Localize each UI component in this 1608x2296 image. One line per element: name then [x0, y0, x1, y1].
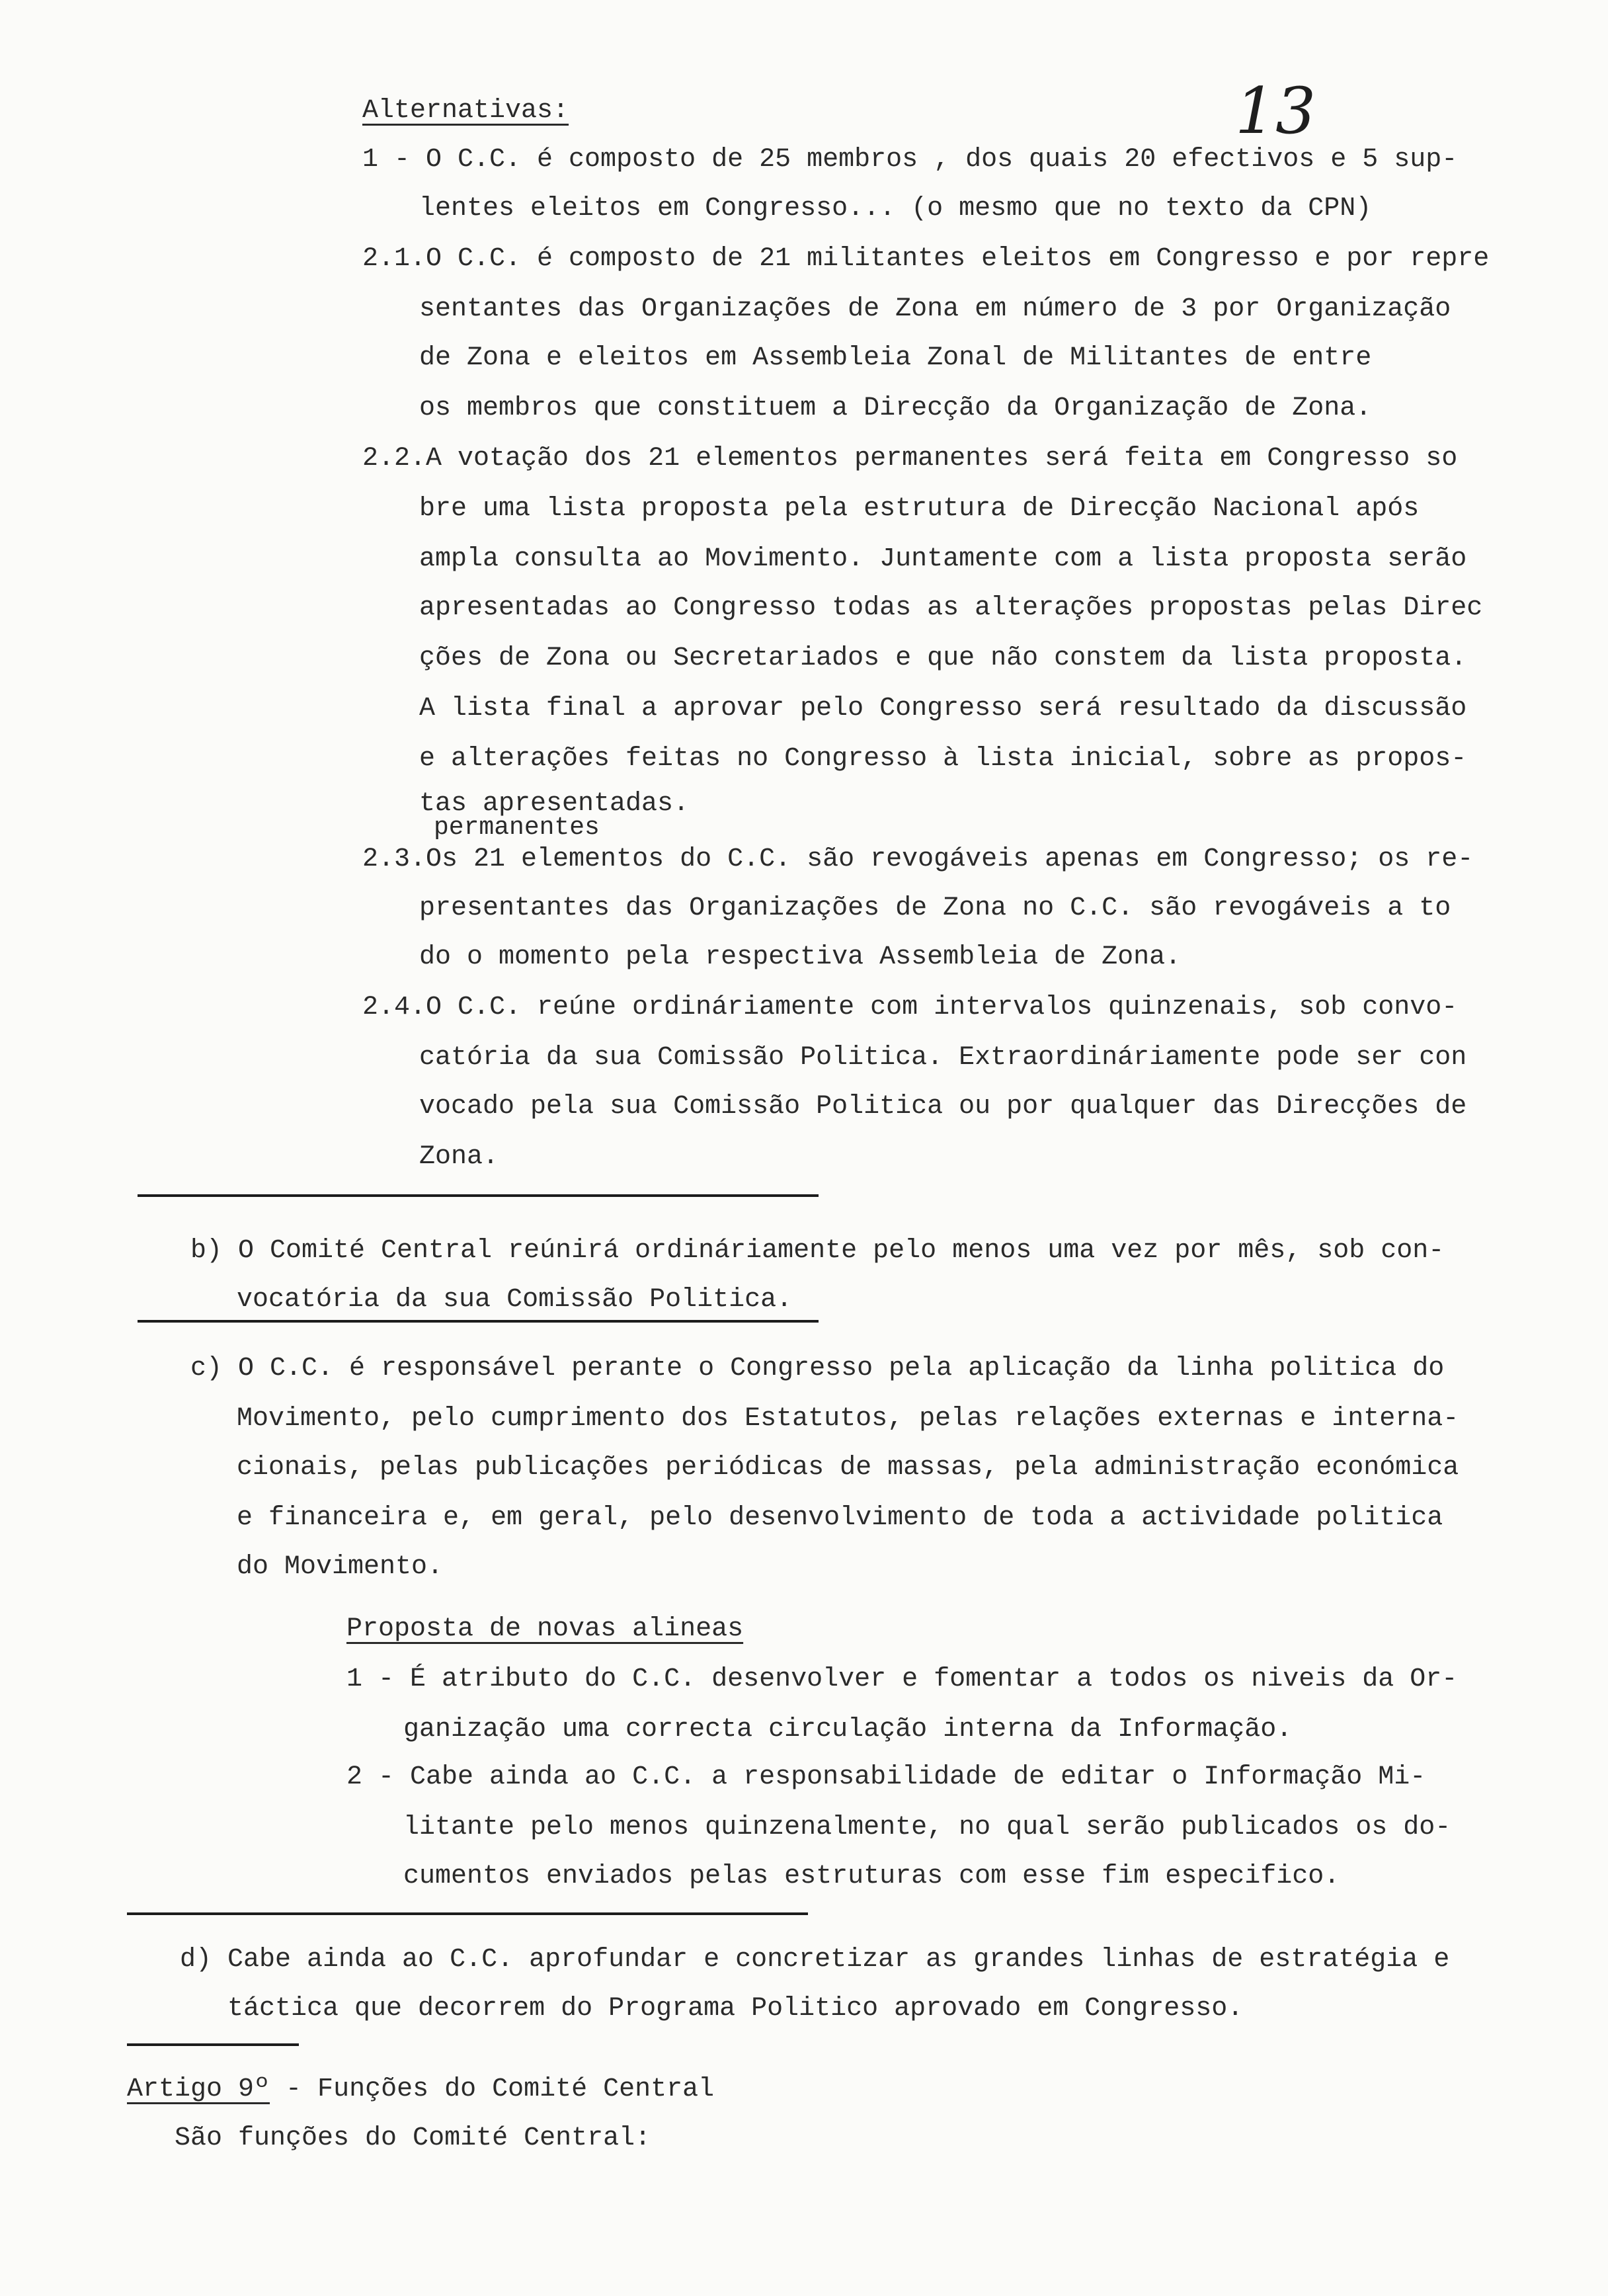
alt-line: bre uma lista proposta pela estrutura de Direcção Nacional após — [419, 494, 1420, 524]
alt-line: 2.2.A votação dos 21 elementos permanentes será feita em Congresso so — [362, 444, 1458, 473]
artigo-heading — [127, 2076, 714, 2103]
divider-rule — [138, 1320, 819, 1323]
page-number: 13 — [1235, 74, 1316, 148]
alt-line: vocado pela sua Comissão Politica ou por qualquer das Direcções de — [419, 1092, 1467, 1122]
alt-line: sentantes das Organizações de Zona em número de 3 por Organização — [419, 294, 1451, 324]
heading-proposta: Proposta de novas alineas — [346, 1614, 744, 1644]
heading-alternativas: Alternativas: — [362, 96, 569, 126]
alt-line: catória da sua Comissão Politica. Extraordináriamente pode ser con — [419, 1043, 1467, 1073]
item-c-line: Movimento, pelo cumprimento dos Estatutos, pelas relações externas e interna- — [237, 1404, 1459, 1434]
final-line: São funções do Comité Central: — [175, 2123, 651, 2153]
item-c-line: c) O C.C. é responsável perante o Congresso pela aplicação da linha politica do — [190, 1354, 1445, 1383]
artigo-title: - Funções do Comité Central — [270, 2074, 715, 2104]
alt-line: ampla consulta ao Movimento. Juntamente com a lista proposta serão — [419, 544, 1467, 574]
handwritten-insertion: permanentes — [434, 813, 600, 842]
proposta-line: 2 - Cabe ainda ao C.C. a responsabilidade de editar o Informação Mi- — [346, 1762, 1426, 1792]
artigo-label: Artigo 9º — [127, 2074, 270, 2104]
alt-line: 1 - O C.C. é composto de 25 membros , dos quais 20 efectivos e 5 sup- — [362, 145, 1458, 175]
alt-line: de Zona e eleitos em Assembleia Zonal de Militantes de entre — [419, 343, 1372, 373]
divider-rule — [127, 1912, 808, 1915]
alt-line: Zona. — [419, 1142, 499, 1172]
alt-line: A lista final a aprovar pelo Congresso será resultado da discussão — [419, 694, 1467, 723]
item-c-line: e financeira e, em geral, pelo desenvolvimento de toda a actividade politica — [237, 1503, 1443, 1533]
proposta-line: litante pelo menos quinzenalmente, no qual serão publicados os do- — [403, 1813, 1451, 1842]
item-c-line: cionais, pelas publicações periódicas de massas, pela administração económica — [237, 1453, 1459, 1483]
alt-line: lentes eleitos em Congresso... (o mesmo que no texto da CPN) — [419, 194, 1372, 224]
item-d-line: d) Cabe ainda ao C.C. aprofundar e concretizar as grandes linhas de estratégia e — [180, 1945, 1450, 1975]
divider-rule — [127, 2043, 299, 2046]
proposta-line: ganização uma correcta circulação interna da Informação. — [403, 1715, 1293, 1744]
alt-line: presentantes das Organizações de Zona no C.C. são revogáveis a to — [419, 893, 1451, 923]
item-b-line: b) O Comité Central reúnirá ordináriamente pelo menos uma vez por mês, sob con- — [190, 1236, 1445, 1266]
alt-line: tas apresentadas. — [419, 789, 690, 819]
item-b-line: vocatória da sua Comissão Politica. — [237, 1285, 793, 1315]
alt-line: ções de Zona ou Secretariados e que não constem da lista proposta. — [419, 643, 1467, 673]
proposta-line: 1 - É atributo do C.C. desenvolver e fomentar a todos os niveis da Or- — [346, 1664, 1458, 1694]
alt-line: do o momento pela respectiva Assembleia de Zona. — [419, 942, 1182, 972]
proposta-line: cumentos enviados pelas estruturas com esse fim especifico. — [403, 1862, 1340, 1891]
item-c-line: do Movimento. — [237, 1552, 444, 1582]
alt-line: 2.4.O C.C. reúne ordináriamente com intervalos quinzenais, sob convo- — [362, 993, 1458, 1022]
item-d-line: táctica que decorrem do Programa Politico aprovado em Congresso. — [227, 1994, 1244, 2024]
alt-line: 2.1.O C.C. é composto de 21 militantes eleitos em Congresso e por repre — [362, 244, 1490, 274]
alt-line: e alterações feitas no Congresso à lista inicial, sobre as propos- — [419, 744, 1467, 774]
alt-line: os membros que constituem a Direcção da Organização de Zona. — [419, 393, 1372, 423]
divider-rule — [138, 1194, 819, 1197]
alt-line: 2.3.Os 21 elementos do C.C. são revogáveis apenas em Congresso; os re- — [362, 844, 1474, 874]
alt-line: apresentadas ao Congresso todas as alterações propostas pelas Direc — [419, 593, 1483, 623]
